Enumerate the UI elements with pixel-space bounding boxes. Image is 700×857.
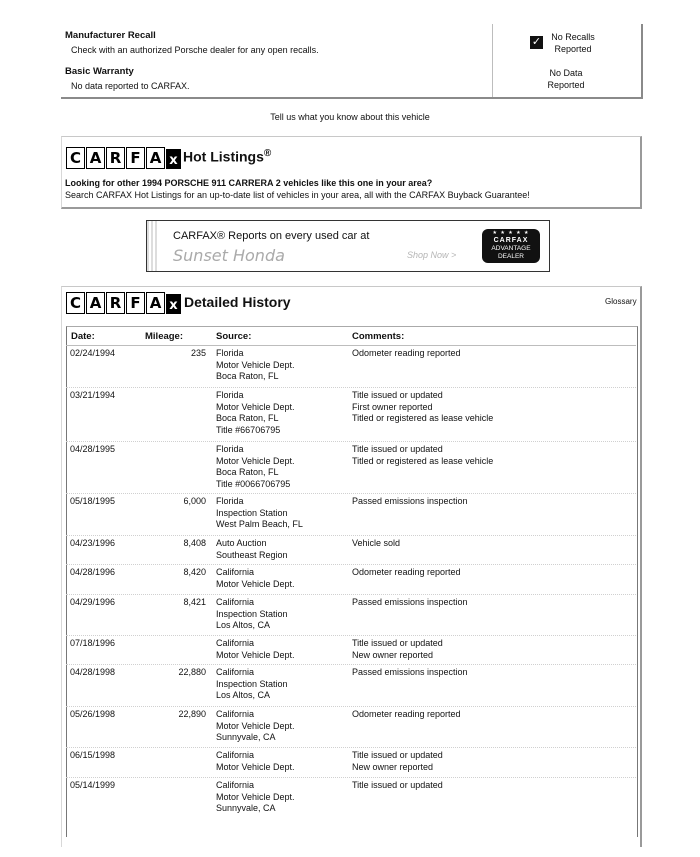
row-comments-line: Odometer reading reported: [352, 348, 461, 358]
shop-now-link[interactable]: Shop Now >: [407, 250, 457, 260]
logo-letter: R: [106, 147, 125, 169]
dealer-ad-banner[interactable]: [146, 220, 550, 272]
header-rule: [66, 345, 636, 346]
warranty-status: [531, 67, 601, 91]
carfax-logo: [66, 292, 182, 314]
row-source-line: Sunnyvale, CA: [216, 732, 276, 742]
row-source-line: California: [216, 667, 255, 677]
row-source-line: Inspection Station: [216, 507, 288, 518]
row-mileage-line: 235: [190, 348, 206, 358]
row-separator: [66, 387, 636, 388]
badge-line1: ADVANTAGE: [491, 245, 531, 252]
row-date-line: 02/24/1994: [70, 348, 116, 358]
row-comments: [352, 567, 461, 579]
row-mileage: [146, 496, 206, 508]
row-source: [216, 348, 295, 383]
row-source: [216, 597, 288, 632]
row-source: [216, 538, 288, 561]
row-date: [70, 496, 115, 508]
row-source: [216, 496, 303, 531]
warranty-status-line2: Reported: [547, 80, 585, 90]
row-source-line: California: [216, 750, 255, 760]
tell-us-link[interactable]: Tell us what you know about this vehicle: [270, 112, 430, 122]
row-comments: [352, 709, 461, 721]
row-source-line: Motor Vehicle Dept.: [216, 649, 295, 660]
row-date-line: 04/28/1998: [70, 667, 116, 677]
row-source: [216, 567, 295, 590]
row-comments-line: Vehicle sold: [352, 538, 401, 548]
row-date: [70, 638, 115, 650]
hot-listings-description[interactable]: Search CARFAX Hot Listings for an up-to-date list of vehicles in your area, all with the CARFAX Buyback Guarantee!: [65, 190, 530, 200]
row-mileage: [146, 538, 206, 550]
recall-text: Check with an authorized Porsche dealer for any open recalls.: [71, 45, 319, 55]
row-source-line: Sunnyvale, CA: [216, 803, 276, 813]
row-comments-line: Title issued or updated: [352, 444, 443, 454]
row-comments-line: Title issued or updated: [352, 750, 443, 760]
row-date-line: 05/18/1995: [70, 496, 116, 506]
row-separator: [66, 777, 636, 778]
row-comments-line: Odometer reading reported: [352, 567, 461, 577]
column-header-date: Date:: [71, 331, 95, 342]
row-date: [70, 780, 115, 792]
row-source-line: Motor Vehicle Dept.: [216, 720, 295, 731]
row-comments-line: Title issued or updated: [352, 780, 443, 790]
row-mileage-line: 8,408: [183, 538, 206, 548]
row-mileage-line: 22,890: [178, 709, 206, 719]
logo-letter: C: [66, 292, 85, 314]
row-separator: [66, 747, 636, 748]
row-date-line: 03/21/1994: [70, 390, 116, 400]
row-date: [70, 667, 115, 679]
badge-brand: CARFAX: [493, 237, 529, 244]
carfax-logo: [66, 147, 182, 169]
row-source-line: Motor Vehicle Dept.: [216, 578, 295, 589]
row-separator: [66, 564, 636, 565]
row-source-line: Southeast Region: [216, 549, 288, 560]
row-source-line: Boca Raton, FL: [216, 371, 279, 381]
row-source-line: California: [216, 780, 255, 790]
row-mileage: [146, 597, 206, 609]
logo-letter: R: [106, 292, 125, 314]
row-date-line: 04/29/1996: [70, 597, 116, 607]
row-source-line: West Palm Beach, FL: [216, 519, 303, 529]
row-comments: [352, 390, 493, 425]
row-comments: [352, 538, 400, 550]
row-source: [216, 390, 295, 436]
row-mileage-line: 8,421: [183, 597, 206, 607]
glossary-link[interactable]: Glossary: [605, 297, 637, 306]
row-comments-line: First owner reported: [352, 401, 433, 412]
row-separator: [66, 535, 636, 536]
row-comments: [352, 444, 493, 467]
recall-label: Manufacturer Recall: [65, 30, 156, 41]
row-mileage: [146, 667, 206, 679]
row-date: [70, 709, 115, 721]
row-source-line: California: [216, 597, 255, 607]
row-date-line: 05/26/1998: [70, 709, 116, 719]
row-source-line: California: [216, 638, 255, 648]
row-separator: [66, 441, 636, 442]
warranty-text: No data reported to CARFAX.: [71, 81, 190, 91]
badge-stars: ★ ★ ★ ★ ★: [492, 230, 530, 236]
hot-listings-title: [183, 148, 271, 165]
row-comments: [352, 348, 461, 360]
row-source-line: Title #66706795: [216, 424, 281, 435]
logo-letter: C: [66, 147, 85, 169]
row-date: [70, 750, 115, 762]
row-mileage-line: 6,000: [183, 496, 206, 506]
row-source-line: Motor Vehicle Dept.: [216, 761, 295, 772]
row-comments-line: Titled or registered as lease vehicle: [352, 455, 494, 466]
hot-listings-question: Looking for other 1994 PORSCHE 911 CARRERA 2 vehicles like this one in your area?: [65, 178, 433, 188]
row-comments-line: New owner reported: [352, 649, 434, 660]
row-comments: [352, 750, 443, 773]
row-comments-line: Title issued or updated: [352, 390, 443, 400]
row-comments-line: Passed emissions inspection: [352, 597, 468, 607]
recall-checkbox: ✓: [531, 36, 542, 48]
row-comments: [352, 597, 468, 609]
logo-letter: x: [166, 149, 181, 169]
row-comments: [352, 667, 468, 679]
row-source-line: Florida: [216, 496, 244, 506]
row-source-line: Los Altos, CA: [216, 620, 271, 630]
row-source: [216, 780, 295, 815]
row-source-line: Motor Vehicle Dept.: [216, 359, 295, 370]
row-date-line: 07/18/1996: [70, 638, 116, 648]
row-source: [216, 667, 288, 702]
row-date-line: 04/28/1995: [70, 444, 116, 454]
row-date: [70, 538, 115, 550]
logo-letter: A: [86, 147, 105, 169]
row-date-line: 04/28/1996: [70, 567, 116, 577]
row-source: [216, 750, 295, 773]
row-source-line: California: [216, 567, 255, 577]
row-source-line: Los Altos, CA: [216, 690, 271, 700]
row-source-line: Boca Raton, FL: [216, 467, 279, 477]
logo-letter: A: [86, 292, 105, 314]
ad-stripe: [147, 221, 157, 271]
row-source-line: California: [216, 709, 255, 719]
row-comments-line: Odometer reading reported: [352, 709, 461, 719]
row-source-line: Title #0066706795: [216, 478, 291, 489]
recall-status: [538, 31, 608, 55]
row-mileage-line: 8,420: [183, 567, 206, 577]
logo-letter: F: [126, 147, 145, 169]
row-source-line: Florida: [216, 390, 244, 400]
row-comments: [352, 496, 468, 508]
row-comments-line: Title issued or updated: [352, 638, 443, 648]
row-date: [70, 597, 115, 609]
column-header-source: Source:: [216, 331, 252, 342]
row-mileage: [146, 709, 206, 721]
warranty-status-line1: No Data: [549, 68, 583, 78]
row-comments: [352, 780, 443, 792]
column-header-mileage: Mileage:: [145, 331, 184, 342]
hot-listings-title-text: Hot Listings: [183, 148, 264, 165]
row-mileage: [146, 348, 206, 360]
detailed-history-title: Detailed History: [184, 294, 291, 310]
logo-letter: A: [146, 292, 165, 314]
row-date: [70, 567, 115, 579]
row-date-line: 05/14/1999: [70, 780, 116, 790]
row-source-line: Boca Raton, FL: [216, 413, 279, 423]
row-separator: [66, 635, 636, 636]
row-source-line: Florida: [216, 348, 244, 358]
row-source-line: Motor Vehicle Dept.: [216, 791, 295, 802]
row-comments-line: Passed emissions inspection: [352, 667, 468, 677]
row-source-line: Inspection Station: [216, 678, 288, 689]
column-header-comments: Comments:: [352, 331, 405, 342]
row-source-line: Inspection Station: [216, 608, 288, 619]
registered-mark: ®: [263, 148, 272, 159]
row-date-line: 04/23/1996: [70, 538, 116, 548]
row-comments-line: Passed emissions inspection: [352, 496, 468, 506]
logo-letter: x: [166, 294, 181, 314]
row-source-line: Motor Vehicle Dept.: [216, 401, 295, 412]
row-comments: [352, 638, 443, 661]
row-date: [70, 348, 115, 360]
row-source: [216, 709, 295, 744]
ad-dealer-name: Sunset Honda: [173, 246, 285, 265]
row-separator: [66, 664, 636, 665]
row-source: [216, 444, 295, 490]
row-source-line: Auto Auction: [216, 538, 267, 548]
row-date: [70, 444, 115, 456]
row-mileage-line: 22,880: [178, 667, 206, 677]
row-date: [70, 390, 115, 402]
row-separator: [66, 706, 636, 707]
recall-status-line2: Reported: [554, 44, 592, 54]
row-comments-line: New owner reported: [352, 761, 434, 772]
recall-status-line1: No Recalls: [551, 32, 595, 42]
row-date-line: 06/15/1998: [70, 750, 116, 760]
row-source-line: Motor Vehicle Dept.: [216, 455, 295, 466]
ad-headline: CARFAX® Reports on every used car at: [173, 230, 370, 242]
row-mileage: [146, 567, 206, 579]
advantage-dealer-badge: [482, 229, 540, 263]
row-comments-line: Titled or registered as lease vehicle: [352, 413, 494, 423]
logo-letter: F: [126, 292, 145, 314]
row-separator: [66, 594, 636, 595]
recall-divider: [492, 24, 493, 97]
row-source-line: Florida: [216, 444, 244, 454]
badge-line2: DEALER: [497, 253, 524, 260]
row-separator: [66, 493, 636, 494]
warranty-label: Basic Warranty: [65, 66, 134, 77]
logo-letter: A: [146, 147, 165, 169]
row-source: [216, 638, 295, 661]
